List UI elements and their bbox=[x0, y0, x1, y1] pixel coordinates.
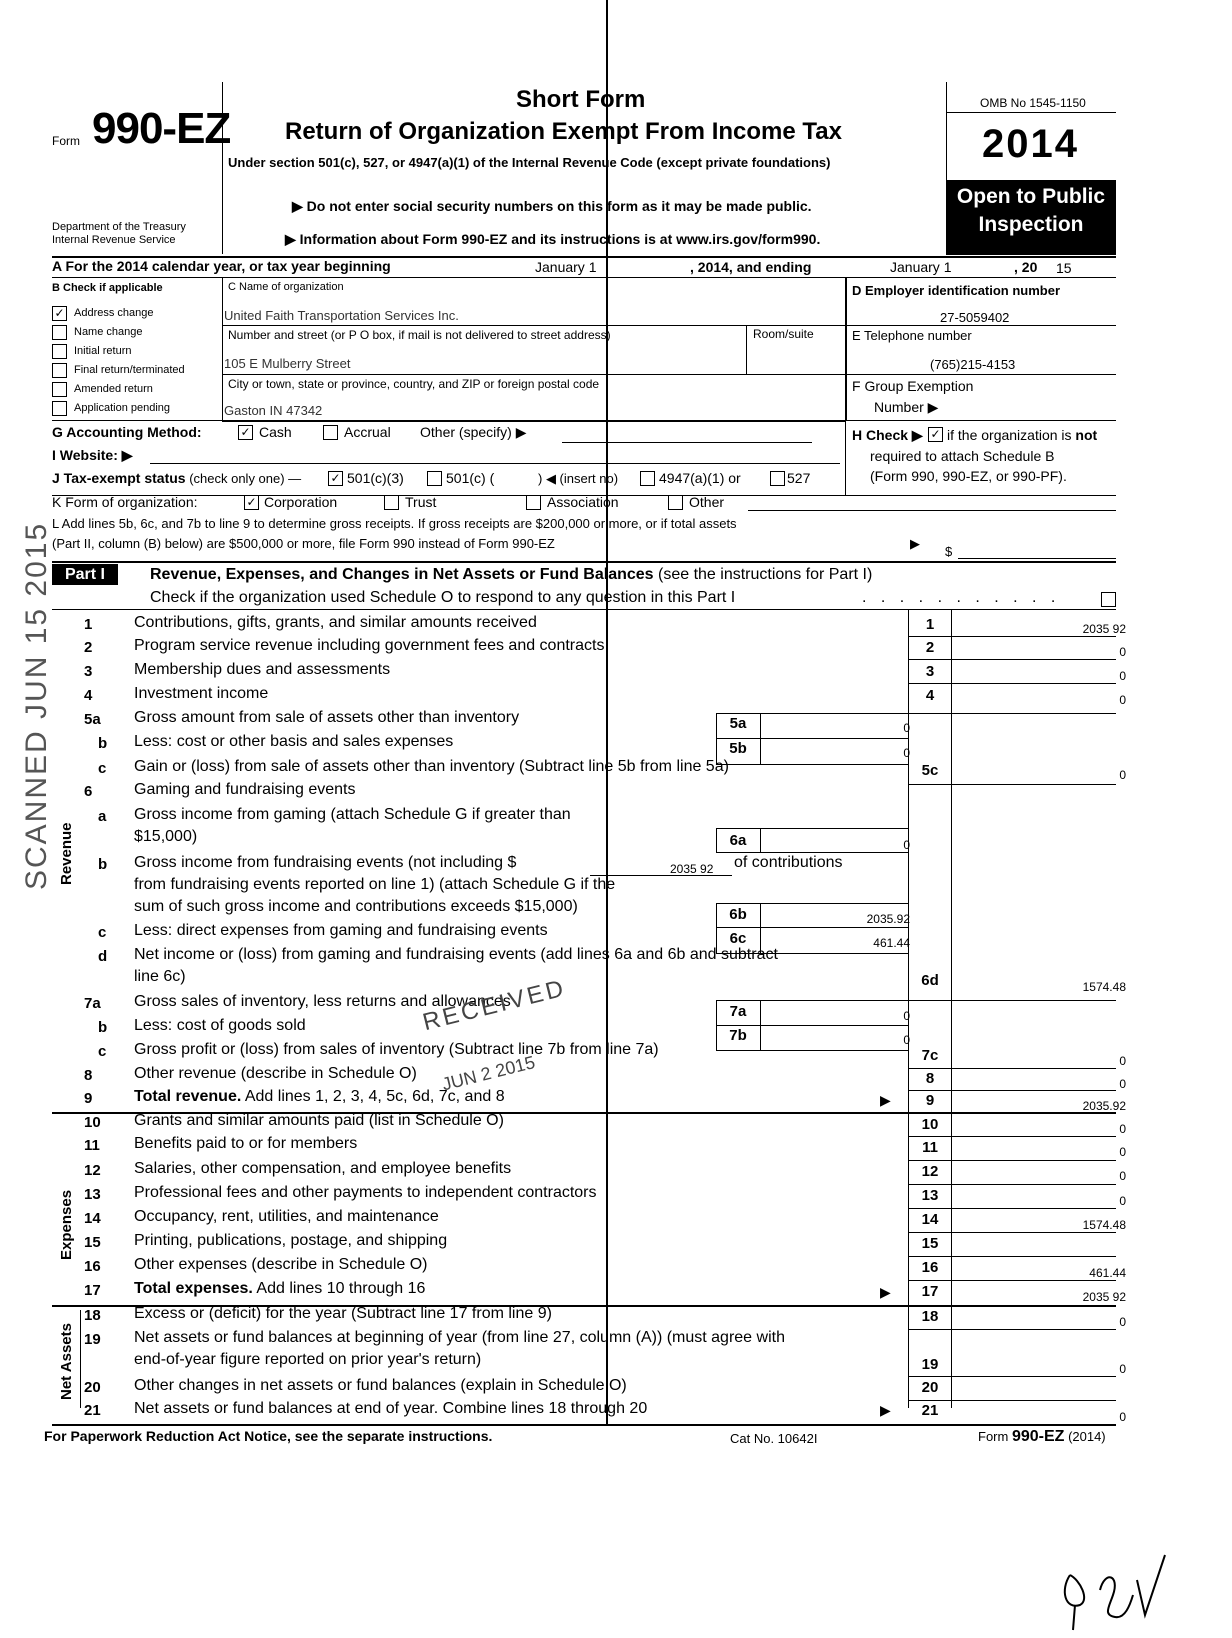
line-2-value[interactable]: 0 bbox=[1119, 645, 1126, 659]
line-12-box: 12 bbox=[921, 1163, 939, 1180]
line-h-text3: (Form 990, 990-EZ, or 990-PF). bbox=[870, 468, 1067, 484]
line-6a-value[interactable]: 0 bbox=[903, 838, 910, 852]
line-21-value[interactable]: 0 bbox=[1119, 1410, 1126, 1424]
line-7a-desc: Gross sales of inventory, less returns and allowances bbox=[134, 993, 511, 1010]
line-a-rule bbox=[52, 277, 1116, 278]
checkbox-4947[interactable] bbox=[640, 471, 655, 486]
phone-label: E Telephone number bbox=[852, 328, 972, 343]
line-5c-value[interactable]: 0 bbox=[1119, 768, 1126, 782]
label-association: Association bbox=[547, 494, 619, 510]
room-suite-label: Room/suite bbox=[753, 327, 814, 341]
phone-value[interactable]: (765)215-4153 bbox=[930, 357, 1016, 372]
line-l-text1: L Add lines 5b, 6c, and 7b to line 9 to determine gross receipts. If gross receipts are $200,000 or more, or if total assets bbox=[52, 516, 737, 531]
notice-ssn: ▶ Do not enter social security numbers on this form as it may be made public. bbox=[292, 198, 812, 214]
line-15-box: 15 bbox=[921, 1235, 939, 1252]
line-6b-desc-tail: of contributions bbox=[734, 854, 843, 871]
line-6-desc: Gaming and fundraising events bbox=[134, 781, 356, 798]
part1-top-rule bbox=[52, 561, 1116, 563]
line-19-num: 19 bbox=[84, 1331, 101, 1348]
line-20-num: 20 bbox=[84, 1379, 101, 1396]
line-l-text2: (Part II, column (B) below) are $500,000 or more, file Form 990 instead of Form 990-EZ bbox=[52, 536, 555, 551]
line-17-desc-bold: Total expenses. bbox=[134, 1280, 253, 1297]
street-label: Number and street (or P O box, if mail is not delivered to street address) bbox=[228, 328, 611, 342]
org-name-label: C Name of organization bbox=[228, 281, 344, 293]
checkbox-amended-return[interactable] bbox=[52, 382, 67, 397]
line-20-box: 20 bbox=[921, 1379, 939, 1396]
line-9-box: 9 bbox=[925, 1092, 935, 1109]
catalog-number: Cat No. 10642I bbox=[730, 1431, 818, 1446]
footer-form-ref bbox=[978, 1428, 1106, 1446]
line-18-desc: Excess or (deficit) for the year (Subtract line 17 from line 9) bbox=[134, 1305, 552, 1322]
line-19-desc2: end-of-year figure reported on prior year's return) bbox=[134, 1351, 482, 1368]
line-6b-desc2: from fundraising events reported on line 1) (attach Schedule G if the bbox=[134, 876, 616, 893]
handwritten-initials bbox=[1045, 1535, 1195, 1635]
part1-title-rest: (see the instructions for Part I) bbox=[653, 566, 873, 583]
header-divider-left bbox=[222, 82, 223, 254]
line-19-box: 19 bbox=[921, 1356, 939, 1373]
title-main: Return of Organization Exempt From Income Tax bbox=[285, 118, 842, 145]
line-7c-desc: Gross profit or (loss) from sales of inventory (Subtract line 7b from line 7a) bbox=[134, 1041, 659, 1058]
notice-info: ▶ Information about Form 990-EZ and its instructions is at www.irs.gov/form990. bbox=[285, 231, 821, 247]
line-21-desc: Net assets or fund balances at end of year. Combine lines 18 through 20 bbox=[134, 1400, 648, 1417]
label-other-specify: Other (specify) ▶ bbox=[420, 424, 527, 440]
rule-7c bbox=[908, 1068, 1116, 1069]
line-5a-box: 5a bbox=[729, 715, 747, 732]
net-assets-side-border bbox=[80, 1310, 81, 1408]
rule-15 bbox=[908, 1256, 1116, 1257]
line-8-desc: Other revenue (describe in Schedule O) bbox=[134, 1065, 417, 1082]
line-8-value[interactable]: 0 bbox=[1119, 1077, 1126, 1091]
line-9-num: 9 bbox=[84, 1090, 93, 1107]
line-5a-desc: Gross amount from sale of assets other than inventory bbox=[134, 709, 520, 726]
line-a-label: A For the 2014 calendar year, or tax year beginning bbox=[52, 258, 391, 274]
city-value[interactable]: Gaston IN 47342 bbox=[224, 403, 323, 418]
other-org-field[interactable] bbox=[748, 510, 1116, 511]
line-7a-num: 7a bbox=[84, 995, 101, 1012]
checkbox-corporation[interactable]: ✓ bbox=[244, 495, 259, 510]
line-12-value[interactable]: 0 bbox=[1119, 1169, 1126, 1183]
rule-6b-top bbox=[716, 903, 908, 904]
line-7c-value[interactable]: 0 bbox=[1119, 1054, 1126, 1068]
line-3-num: 3 bbox=[84, 663, 93, 680]
label-other-org: Other bbox=[689, 494, 725, 510]
website-field[interactable] bbox=[150, 463, 840, 464]
part1-badge bbox=[52, 564, 118, 585]
street-value[interactable]: 105 E Mulberry Street bbox=[224, 356, 351, 371]
rule-16 bbox=[908, 1280, 1116, 1281]
form-word: Form bbox=[52, 134, 80, 148]
line-1-num: 1 bbox=[84, 616, 93, 633]
line-4-desc: Investment income bbox=[134, 685, 269, 702]
gross-receipts-field[interactable] bbox=[958, 558, 1116, 559]
line-3-desc: Membership dues and assessments bbox=[134, 661, 391, 678]
line-3-value[interactable]: 0 bbox=[1119, 669, 1126, 683]
rule-11 bbox=[908, 1160, 1116, 1161]
scanned-stamp: SCANNED JUN 15 2015 bbox=[20, 521, 53, 890]
line-5b-num: b bbox=[98, 735, 108, 752]
label-initial-return: Initial return bbox=[74, 345, 132, 357]
line-7a-value[interactable]: 0 bbox=[903, 1009, 910, 1023]
checkbox-cash[interactable]: ✓ bbox=[238, 425, 253, 440]
open-line1: Open to Public bbox=[956, 185, 1106, 208]
checkbox-name-change[interactable] bbox=[52, 325, 67, 340]
line-a-end[interactable]: January 1 bbox=[890, 259, 952, 275]
line-15-desc: Printing, publications, postage, and shipping bbox=[134, 1232, 448, 1249]
line-17-box: 17 bbox=[921, 1283, 939, 1300]
label-501c: 501(c) ( bbox=[446, 470, 495, 486]
side-label-expenses: Expenses bbox=[58, 1189, 75, 1260]
line-13-desc: Professional fees and other payments to independent contractors bbox=[134, 1184, 597, 1201]
title-short-form: Short Form bbox=[516, 86, 646, 113]
paperwork-notice: For Paperwork Reduction Act Notice, see the separate instructions. bbox=[44, 1428, 493, 1444]
line-7a-box: 7a bbox=[729, 1003, 747, 1020]
line-17-value[interactable]: 2035 92 bbox=[1082, 1290, 1126, 1304]
subtitle: Under section 501(c), 527, or 4947(a)(1) of the Internal Revenue Code (except private foundations) bbox=[228, 155, 831, 170]
rule-6a-top bbox=[716, 828, 908, 829]
line-l-arrow: ▶ bbox=[910, 536, 920, 551]
rule-2 bbox=[908, 659, 1116, 660]
rule-20 bbox=[908, 1400, 1116, 1401]
line-5c-num: c bbox=[98, 760, 107, 777]
label-corporation: Corporation bbox=[264, 494, 338, 510]
rule-7a bbox=[716, 1025, 908, 1026]
label-4947: 4947(a)(1) or bbox=[659, 470, 741, 486]
tax-year: 2014 bbox=[982, 122, 1079, 166]
scan-fold-line bbox=[606, 0, 608, 1426]
line-1-box: 1 bbox=[925, 616, 935, 633]
rule-19 bbox=[908, 1376, 1116, 1377]
line-h-text1a: if the organization is bbox=[947, 427, 1076, 443]
checkbox-address-change[interactable]: ✓ bbox=[52, 306, 67, 321]
label-address-change: Address change bbox=[74, 307, 154, 319]
footer-form-number: 990-EZ bbox=[1011, 1428, 1065, 1445]
line-14-value[interactable]: 1574.48 bbox=[1082, 1218, 1126, 1232]
line-5c-desc: Gain or (loss) from sale of assets other than inventory (Subtract line 5b from line 5a) bbox=[134, 758, 729, 775]
other-specify-field[interactable] bbox=[562, 442, 812, 443]
label-amended-return: Amended return bbox=[74, 383, 153, 395]
subbox6a-right bbox=[760, 828, 761, 852]
line-5b-value[interactable]: 0 bbox=[903, 746, 910, 760]
line-a-year-suffix[interactable]: 15 bbox=[1056, 260, 1072, 276]
line-6c-num: c bbox=[98, 924, 107, 941]
line-g-label: G Accounting Method: bbox=[52, 424, 202, 440]
line-j bbox=[52, 470, 301, 486]
rule-18 bbox=[908, 1329, 1116, 1330]
line-6b-desc3: sum of such gross income and contributions exceeds $15,000) bbox=[134, 898, 578, 915]
line-4-value[interactable]: 0 bbox=[1119, 693, 1126, 707]
label-name-change: Name change bbox=[74, 326, 143, 338]
line-6c-value[interactable]: 461.44 bbox=[873, 936, 910, 950]
rule-5a bbox=[716, 738, 908, 739]
received-stamp-date: JUN 2 2015 bbox=[440, 1052, 538, 1095]
line-h-text1b: not bbox=[1075, 427, 1098, 443]
line-h-text2: required to attach Schedule B bbox=[870, 448, 1055, 464]
line-6a-box: 6a bbox=[729, 832, 747, 849]
line-1-value[interactable]: 2035 92 bbox=[1082, 622, 1126, 636]
subbox5-right bbox=[760, 713, 761, 765]
line-l-dollar: $ bbox=[945, 544, 953, 559]
line-11-value[interactable]: 0 bbox=[1119, 1145, 1126, 1159]
line-18-value[interactable]: 0 bbox=[1119, 1315, 1126, 1329]
rule-6b bbox=[716, 927, 908, 928]
checkbox-application-pending[interactable] bbox=[52, 401, 67, 416]
line-a-middle: , 2014, and ending bbox=[690, 259, 812, 275]
group-exemption-label: F Group Exemption bbox=[852, 378, 974, 394]
line-5c-box: 5c bbox=[921, 762, 939, 779]
header-divider-right bbox=[946, 82, 947, 254]
section-c-rule2 bbox=[222, 374, 845, 375]
line-11-box: 11 bbox=[922, 1139, 938, 1156]
line-14-num: 14 bbox=[84, 1210, 101, 1227]
form-number: 990-EZ bbox=[92, 104, 231, 153]
line-19-value[interactable]: 0 bbox=[1119, 1362, 1126, 1376]
section-c-right-border bbox=[845, 278, 847, 420]
line-13-value[interactable]: 0 bbox=[1119, 1194, 1126, 1208]
checkbox-527[interactable] bbox=[770, 471, 785, 486]
line-6d-num: d bbox=[98, 948, 108, 965]
line-19-desc: Net assets or fund balances at beginning of year (from line 27, column (A)) (must agree with bbox=[134, 1329, 785, 1346]
line-4-box: 4 bbox=[925, 687, 935, 704]
line-4-num: 4 bbox=[84, 687, 93, 704]
line-13-num: 13 bbox=[84, 1186, 101, 1203]
ein-rule bbox=[846, 325, 1116, 326]
line-10-value[interactable]: 0 bbox=[1119, 1122, 1126, 1136]
line-6-num: 6 bbox=[84, 783, 93, 800]
line-6b-value[interactable]: 2035.92 bbox=[866, 912, 910, 926]
line-5b-desc: Less: cost or other basis and sales expenses bbox=[134, 733, 454, 750]
rule-7b bbox=[716, 1050, 908, 1051]
checkbox-final-return[interactable] bbox=[52, 363, 67, 378]
checkbox-accrual[interactable] bbox=[323, 425, 338, 440]
line-17-num: 17 bbox=[84, 1282, 101, 1299]
line-8-num: 8 bbox=[84, 1067, 93, 1084]
line-17-desc-rest: Add lines 10 through 16 bbox=[252, 1280, 426, 1297]
line-7b-box: 7b bbox=[729, 1027, 747, 1044]
phone-rule bbox=[846, 374, 1116, 375]
line-12-num: 12 bbox=[84, 1162, 101, 1179]
line-6b-box: 6b bbox=[729, 906, 747, 923]
line-j-label: J Tax-exempt status bbox=[52, 470, 186, 486]
line-7c-num: c bbox=[98, 1043, 107, 1060]
section-c-left-border bbox=[222, 278, 223, 420]
schedule-o-leader: . . . . . . . . . . . bbox=[862, 589, 1061, 606]
line-7b-num: b bbox=[98, 1019, 108, 1036]
open-to-public-box bbox=[946, 180, 1116, 255]
line-1-desc: Contributions, gifts, grants, and similar amounts received bbox=[134, 614, 537, 631]
line-10-num: 10 bbox=[84, 1114, 101, 1131]
label-final-return: Final return/terminated bbox=[74, 364, 185, 376]
rule-12 bbox=[908, 1184, 1116, 1185]
rule-8 bbox=[908, 1090, 1116, 1091]
org-name-value[interactable]: United Faith Transportation Services Inc. bbox=[224, 308, 459, 323]
line-6c-desc: Less: direct expenses from gaming and fundraising events bbox=[134, 922, 548, 939]
rule-13 bbox=[908, 1208, 1116, 1209]
line-6d-value[interactable]: 1574.48 bbox=[1082, 980, 1126, 994]
line-5a-num: 5a bbox=[84, 711, 101, 728]
line-20-desc: Other changes in net assets or fund balances (explain in Schedule O) bbox=[134, 1377, 627, 1394]
footer-form-word: Form bbox=[978, 1429, 1009, 1444]
label-insert-no: ) ◀ (insert no) bbox=[538, 471, 619, 486]
line-16-box: 16 bbox=[921, 1259, 939, 1276]
rule-6a bbox=[716, 852, 908, 853]
line-h-text1 bbox=[947, 427, 1097, 443]
line-16-num: 16 bbox=[84, 1258, 101, 1275]
line-11-desc: Benefits paid to or for members bbox=[134, 1135, 358, 1152]
ein-label: D Employer identification number bbox=[852, 283, 1061, 298]
line-7b-desc: Less: cost of goods sold bbox=[134, 1017, 306, 1034]
line-21-box: 21 bbox=[921, 1402, 939, 1419]
footer-form-year: (2014) bbox=[1068, 1429, 1106, 1444]
line-6a-desc: Gross income from gaming (attach Schedule G if greater than bbox=[134, 806, 571, 823]
line-i-label: I Website: ▶ bbox=[52, 447, 133, 463]
checkbox-other-org[interactable] bbox=[668, 495, 683, 510]
line-5a-value[interactable]: 0 bbox=[903, 721, 910, 735]
line-h-label: H Check ▶ bbox=[852, 427, 923, 443]
label-501c3: 501(c)(3) bbox=[347, 470, 404, 486]
line-2-box: 2 bbox=[925, 639, 935, 656]
line-17-arrow: ▶ bbox=[880, 1284, 891, 1300]
section-bcdef-bottom bbox=[52, 420, 1116, 421]
side-label-net-assets: Net Assets bbox=[58, 1323, 75, 1400]
line-9-desc-bold: Total revenue. bbox=[134, 1088, 242, 1105]
part1-header-rule bbox=[52, 609, 1116, 610]
line-14-box: 14 bbox=[921, 1211, 939, 1228]
section-b-title: B Check if applicable bbox=[52, 282, 163, 294]
rule-1 bbox=[908, 636, 1116, 637]
subbox6a-left bbox=[716, 828, 717, 852]
label-527: 527 bbox=[787, 470, 811, 486]
section-c-rule1 bbox=[222, 325, 845, 326]
line-12-desc: Salaries, other compensation, and employee benefits bbox=[134, 1160, 512, 1177]
line-13-box: 13 bbox=[921, 1187, 939, 1204]
checkbox-501c3[interactable]: ✓ bbox=[328, 471, 343, 486]
group-exemption-number-label: Number ▶ bbox=[874, 399, 939, 415]
line-9-value[interactable]: 2035.92 bbox=[1082, 1099, 1126, 1113]
label-accrual: Accrual bbox=[344, 424, 391, 440]
checkbox-schedule-o[interactable] bbox=[1101, 592, 1116, 607]
line-21-arrow: ▶ bbox=[880, 1402, 891, 1418]
line-10-desc: Grants and similar amounts paid (list in Schedule O) bbox=[134, 1112, 504, 1129]
received-stamp: RECEIVED bbox=[420, 974, 569, 1037]
checkbox-association[interactable] bbox=[526, 495, 541, 510]
checkbox-initial-return[interactable] bbox=[52, 344, 67, 359]
line-8-box: 8 bbox=[925, 1070, 935, 1087]
room-suite-divider bbox=[746, 325, 747, 374]
checkbox-501c[interactable] bbox=[427, 471, 442, 486]
line-3-box: 3 bbox=[925, 663, 935, 680]
line-6b-desc: Gross income from fundraising events (not including $ bbox=[134, 854, 517, 871]
omb-underline bbox=[946, 112, 1116, 113]
omb-number: OMB No 1545-1150 bbox=[980, 96, 1086, 110]
side-label-revenue: Revenue bbox=[58, 822, 75, 885]
label-cash: Cash bbox=[259, 424, 292, 440]
line-7b-value[interactable]: 0 bbox=[903, 1033, 910, 1047]
part1-title-bold: Revenue, Expenses, and Changes in Net Assets or Fund Balances bbox=[150, 566, 654, 583]
line-2-num: 2 bbox=[84, 639, 93, 656]
line-9-arrow: ▶ bbox=[880, 1092, 891, 1108]
line-15-num: 15 bbox=[84, 1234, 101, 1251]
label-trust: Trust bbox=[405, 494, 437, 510]
rule-3 bbox=[908, 683, 1116, 684]
part1-bottom-rule bbox=[52, 1424, 1116, 1426]
line-5b-box: 5b bbox=[729, 740, 747, 757]
line-6a-desc2: $15,000) bbox=[134, 828, 198, 845]
open-line2: Inspection bbox=[978, 213, 1084, 236]
rule-14 bbox=[908, 1232, 1116, 1233]
line-6d-box: 6d bbox=[921, 972, 939, 989]
line-6b-inline-value[interactable]: 2035 92 bbox=[670, 862, 714, 876]
box-column-right bbox=[951, 609, 952, 1408]
line-16-value[interactable]: 461.44 bbox=[1089, 1266, 1126, 1280]
rule-10 bbox=[908, 1136, 1116, 1137]
rule-5c bbox=[908, 784, 1116, 785]
part1-badge-text: Part I bbox=[64, 566, 105, 583]
line-2-desc: Program service revenue including government fees and contracts bbox=[134, 637, 605, 654]
line-6c-box: 6c bbox=[729, 930, 747, 947]
dept-line2: Internal Revenue Service bbox=[52, 234, 176, 246]
line-10-box: 10 bbox=[921, 1116, 939, 1133]
line-17-desc bbox=[134, 1280, 425, 1298]
line-6b-num: b bbox=[98, 856, 108, 873]
rule-4 bbox=[716, 713, 1116, 714]
line-18-num: 18 bbox=[84, 1307, 101, 1324]
line-11-num: 11 bbox=[84, 1137, 100, 1154]
rule-6d bbox=[716, 1000, 1116, 1001]
line-21-num: 21 bbox=[84, 1402, 101, 1419]
line-7c-box: 7c bbox=[921, 1047, 939, 1064]
line-9-desc-rest: Add lines 1, 2, 3, 4, 5c, 6d, 7c, and 8 bbox=[241, 1088, 505, 1105]
dept-line1: Department of the Treasury bbox=[52, 221, 186, 233]
line-18-box: 18 bbox=[921, 1308, 939, 1325]
part1-title bbox=[150, 566, 872, 584]
label-application-pending: Application pending bbox=[74, 402, 171, 414]
line-6d-desc: Net income or (loss) from gaming and fundraising events (add lines 6a and 6b and subtract bbox=[134, 946, 778, 963]
line-6a-num: a bbox=[98, 808, 107, 825]
rule-5b bbox=[716, 764, 908, 765]
checkbox-trust[interactable] bbox=[384, 495, 399, 510]
line-6d-desc2: line 6c) bbox=[134, 968, 186, 985]
line-14-desc: Occupancy, rent, utilities, and maintenance bbox=[134, 1208, 439, 1225]
line-16-desc: Other expenses (describe in Schedule O) bbox=[134, 1256, 428, 1273]
line-k-label: K Form of organization: bbox=[52, 494, 198, 510]
schedule-o-check-text: Check if the organization used Schedule O to respond to any question in this Part I bbox=[150, 589, 736, 606]
city-label: City or town, state or province, country, and ZIP or foreign postal code bbox=[228, 377, 600, 391]
ein-value[interactable]: 27-5059402 bbox=[940, 310, 1010, 325]
line-j-note: (check only one) — bbox=[185, 471, 302, 486]
line-a-year-prefix: , 20 bbox=[1014, 259, 1038, 275]
line-h-left-border bbox=[845, 420, 846, 496]
checkbox-schedule-b[interactable]: ✓ bbox=[928, 427, 943, 442]
line-a-begin[interactable]: January 1 bbox=[535, 259, 597, 275]
